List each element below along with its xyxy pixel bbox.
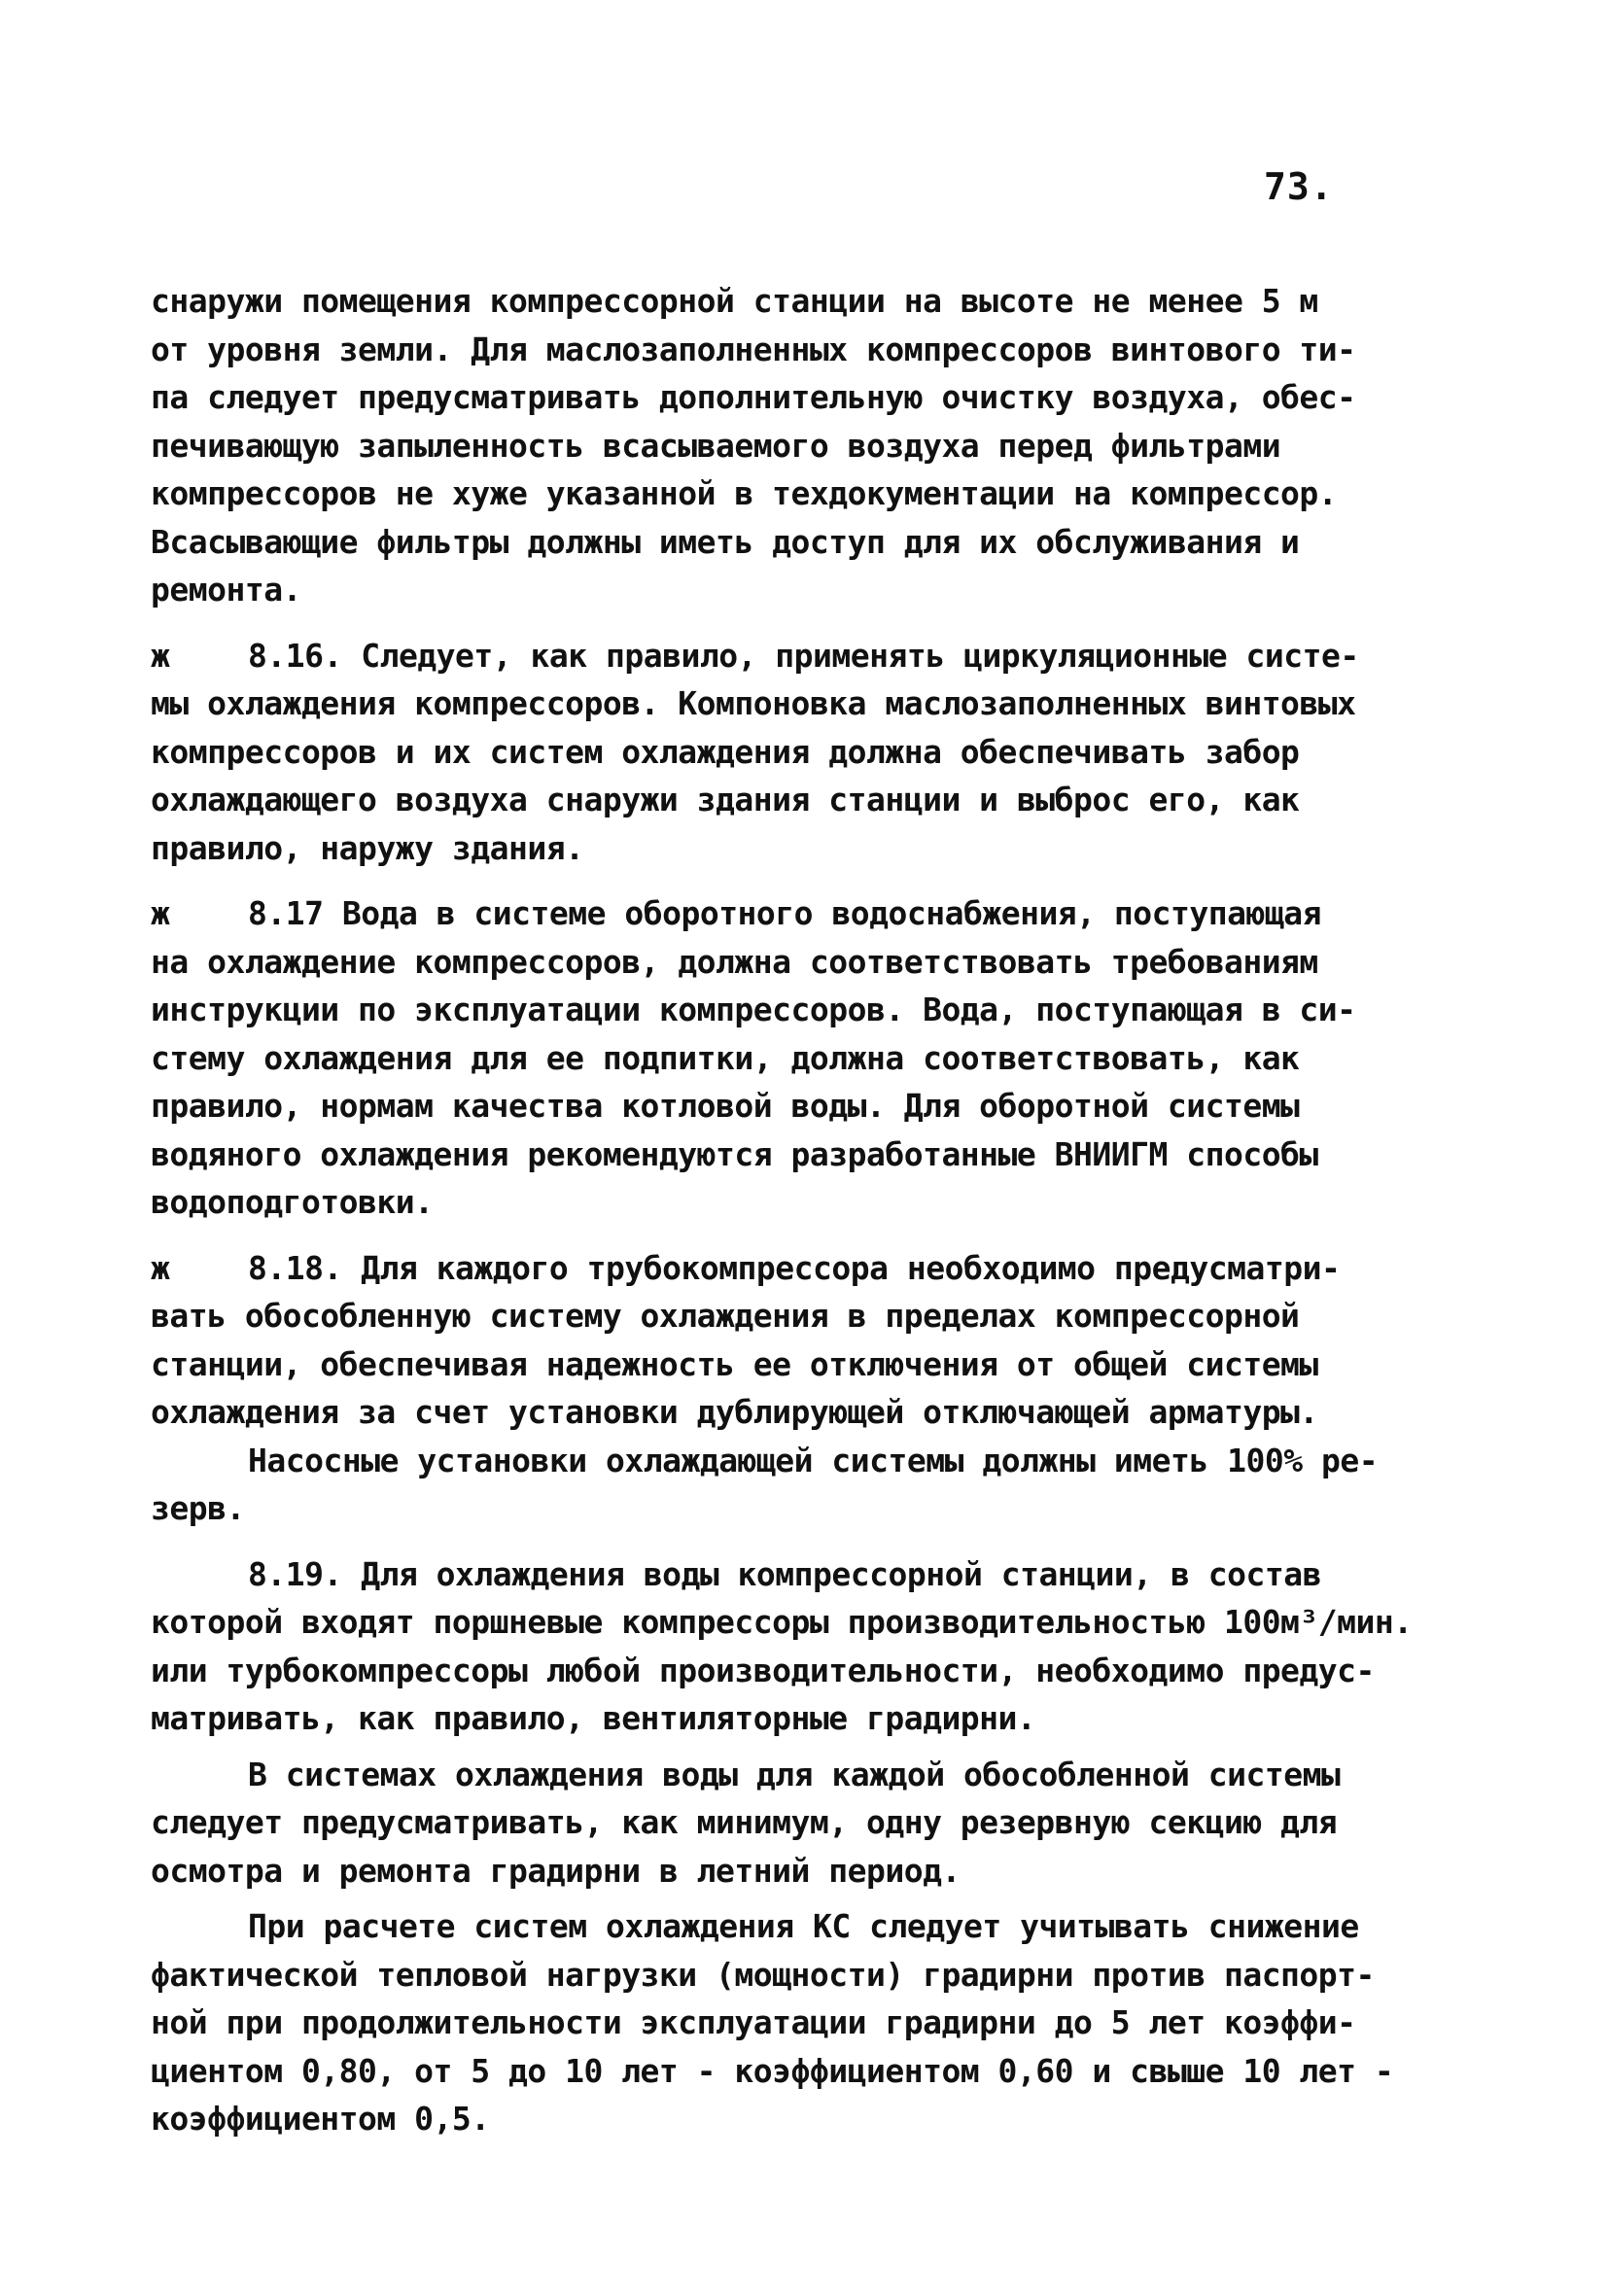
paragraph-marker: ж xyxy=(151,894,170,932)
text-line: охлаждения за счет установки дублирующей отключающей арматуры. xyxy=(151,1393,1318,1431)
text-line: ной при продолжительности эксплуатации градирни до 5 лет коэффи- xyxy=(151,2003,1356,2041)
text-line: охлаждающего воздуха снаружи здания станции и выброс его, как xyxy=(151,781,1300,818)
text-line: В системах охлаждения воды для каждой обособленной системы xyxy=(248,1755,1341,1793)
paragraph-calculation xyxy=(151,1902,1473,2143)
text-line: осмотра и ремонта градирни в летний период. xyxy=(151,1851,961,1890)
text-line: При расчете систем охлаждения КС следует учитывать снижение xyxy=(248,1907,1359,1945)
text-line: ремонта. xyxy=(151,571,301,609)
paragraph-marker: ж xyxy=(151,1248,170,1287)
text-line: 8.16. Следует, как правило, применять циркуляционные систе- xyxy=(248,636,1359,675)
text-line: компрессоров и их систем охлаждения должна обеспечивать забор xyxy=(151,732,1300,771)
text-line: зерв. xyxy=(151,1489,245,1527)
text-line: стему охлаждения для ее подпитки, должна соответствовать, как xyxy=(151,1038,1300,1077)
paragraph-8-19 xyxy=(151,1550,1473,1743)
text-line: циентом 0,80, от 5 до 10 лет - коэффициентом 0,60 и свыше 10 лет - xyxy=(151,2051,1394,2090)
text-line: па следует предусматривать дополнительную очистку воздуха, обес- xyxy=(151,378,1356,416)
document-body xyxy=(151,277,1473,2143)
text-line: следует предусматривать, как минимум, одну резервную секцию для xyxy=(151,1803,1338,1841)
text-line: правило, наружу здания. xyxy=(151,828,584,867)
paragraph-marker: ж xyxy=(151,636,170,675)
text-line: водоподготовки. xyxy=(151,1183,434,1221)
text-line: матривать, как правило, вентиляторные градирни. xyxy=(151,1699,1036,1737)
paragraph-reserve-section xyxy=(151,1751,1473,1896)
text-line: 8.17 Вода в системе оборотного водоснабжения, поступающая xyxy=(248,894,1321,932)
text-line: Насосные установки охлаждающей системы должны иметь 100% ре- xyxy=(248,1441,1379,1479)
page-number: 73. xyxy=(1264,165,1334,208)
paragraph-continuation xyxy=(151,277,1473,614)
text-line: 8.18. Для каждого трубокомпрессора необходимо предусматри- xyxy=(248,1248,1341,1287)
text-line: инструкции по эксплуатации компрессоров. Вода, поступающая в си- xyxy=(151,991,1356,1028)
text-line: мы охлаждения компрессоров. Компоновка маслозаполненных винтовых xyxy=(151,684,1356,722)
paragraph-8-16 xyxy=(151,632,1473,873)
paragraph-pumps-reserve xyxy=(151,1437,1473,1533)
text-line: правило, нормам качества котловой воды. Для оборотной системы xyxy=(151,1087,1300,1125)
paragraph-8-17 xyxy=(151,889,1473,1227)
text-line: коэффициентом 0,5. xyxy=(151,2100,490,2138)
text-line: 8.19. Для охлаждения воды компрессорной станции, в состав xyxy=(248,1554,1321,1593)
text-line: Всасывающие фильтры должны иметь доступ для их обслуживания и xyxy=(151,522,1300,561)
text-line: компрессоров не хуже указанной в техдокументации на компрессор. xyxy=(151,474,1338,512)
text-line: на охлаждение компрессоров, должна соответствовать требованиям xyxy=(151,942,1318,981)
paragraph-8-18 xyxy=(151,1244,1473,1437)
text-line: станции, обеспечивая надежность ее отключения от общей системы xyxy=(151,1344,1318,1383)
text-line: фактической тепловой нагрузки (мощности) градирни против паспорт- xyxy=(151,1955,1375,1994)
text-line: или турбокомпрессоры любой производительности, необходимо предус- xyxy=(151,1651,1375,1689)
text-line: водяного охлаждения рекомендуются разработанные ВНИИГМ способы xyxy=(151,1134,1318,1173)
text-line: которой входят поршневые компрессоры производительностью 100м³/мин. xyxy=(151,1603,1413,1641)
text-line: печивающую запыленность всасываемого воздуха перед фильтрами xyxy=(151,426,1281,465)
text-line: вать обособленную систему охлаждения в пределах компрессорной xyxy=(151,1297,1300,1335)
text-line: от уровня земли. Для маслозаполненных компрессоров винтового ти- xyxy=(151,330,1356,368)
text-line: снаружи помещения компрессорной станции на высоте не менее 5 м xyxy=(151,282,1318,320)
